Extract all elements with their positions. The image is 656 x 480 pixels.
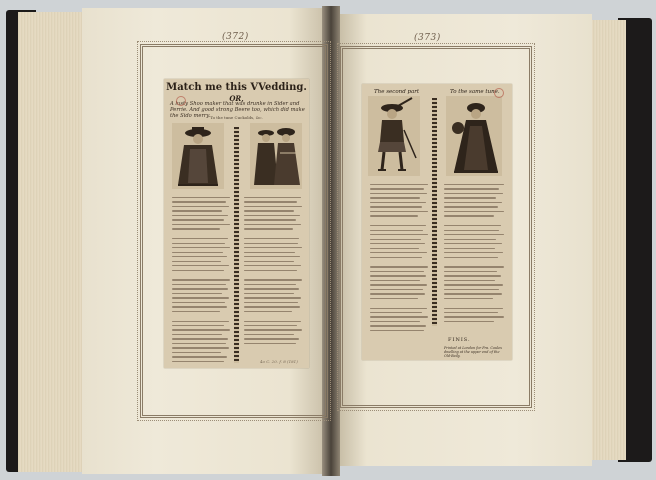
verse-column-2 xyxy=(244,197,304,347)
printer-imprint: Printed at London for Fra. Coules dwelling at the upper end of the Old-Baily. xyxy=(444,346,502,358)
library-shelfmark: 4o C. 20. f. 8 (181) xyxy=(260,359,298,364)
verse-column-2 xyxy=(444,184,506,325)
left-page-edges xyxy=(18,12,82,472)
verse-column-1 xyxy=(172,197,232,365)
finis-mark: FINIS. xyxy=(448,337,471,343)
right-folio-number: (373) xyxy=(414,33,441,43)
ballad-tune: To the tune Cuckolds, &c. xyxy=(210,115,263,120)
tune-heading: To the same tune. xyxy=(450,89,500,95)
ballad-subtitle: A lusty Shoo maker that was drunke in Sider and Perrie. And good strong Beere too, which did make the Sido merry. xyxy=(170,101,305,119)
ballad-or: OR, xyxy=(229,94,244,103)
woodcut-man-in-cloak xyxy=(172,123,224,189)
second-part-heading: The second part xyxy=(374,89,420,95)
woodcut-woman-with-fan xyxy=(446,96,502,176)
ballad-title: Match me this VVedding. xyxy=(166,82,307,93)
right-page-edges xyxy=(590,20,626,460)
left-ballad-sheet xyxy=(164,79,309,368)
library-stamp xyxy=(176,96,186,106)
left-folio-number: (372) xyxy=(222,32,249,42)
library-stamp xyxy=(494,88,504,98)
verse-column-1 xyxy=(370,184,430,334)
ornamental-column-divider xyxy=(234,127,239,363)
right-ballad-sheet xyxy=(362,84,512,360)
ornamental-column-divider xyxy=(432,98,437,326)
woodcut-man-with-sword xyxy=(368,96,420,176)
woodcut-couple xyxy=(250,123,302,189)
